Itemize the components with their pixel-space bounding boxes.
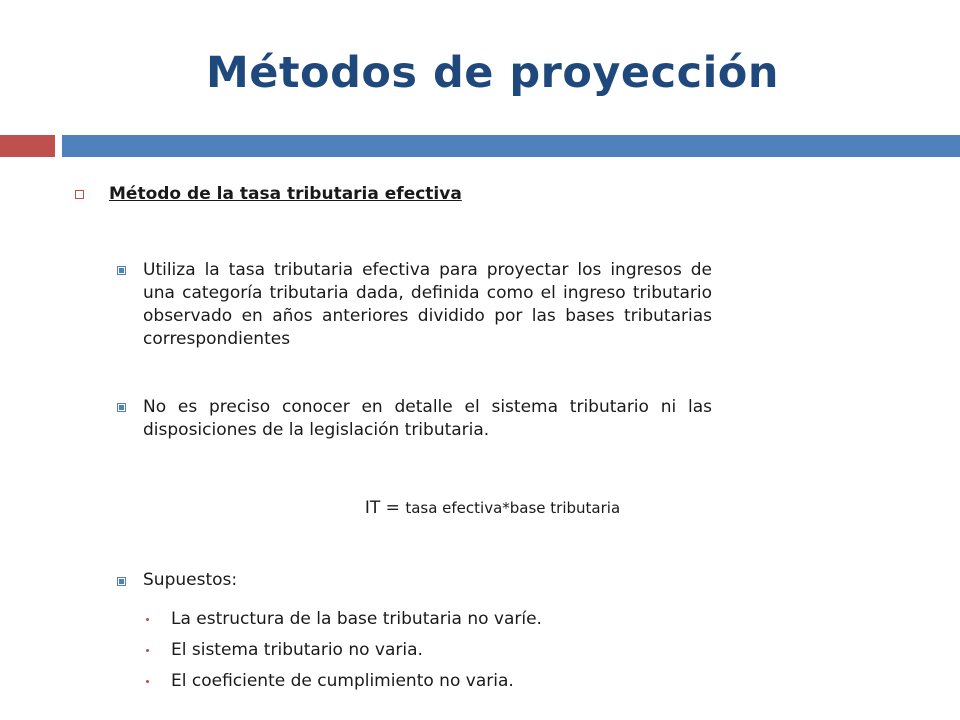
formula-rhs: tasa efectiva*base tributaria: [405, 499, 621, 517]
assumptions-list: [146, 608, 542, 701]
square-bullet-icon: [117, 403, 126, 412]
slide-title: Métodos de proyección: [206, 48, 779, 98]
dot-bullet-icon: [146, 680, 149, 683]
list-item: [146, 608, 542, 639]
dot-bullet-icon: [146, 618, 149, 621]
square-bullet-icon: [75, 190, 84, 199]
list-item-text: El sistema tributario no varia.: [171, 640, 423, 660]
bullet-text: Utiliza la tasa tributaria efectiva para proyectar los ingresos de una categoría tributaria dada, definida como el ingreso tributario observado en años anteriores dividido por las bases tributarias correspondientes: [143, 260, 712, 349]
assumptions-heading: [117, 570, 237, 590]
bullet-paragraph-2: [117, 396, 712, 442]
dot-bullet-icon: [146, 649, 149, 652]
list-item-text: La estructura de la base tributaria no varíe.: [171, 609, 542, 629]
list-item: [146, 670, 542, 701]
square-bullet-icon: [117, 577, 126, 586]
bullet-paragraph-1: [117, 259, 712, 351]
square-bullet-icon: [117, 266, 126, 275]
list-item-text: El coeficiente de cumplimiento no varia.: [171, 671, 514, 691]
formula-lhs: IT =: [364, 498, 406, 518]
bullet-text: No es preciso conocer en detalle el sistema tributario ni las disposiciones de la legislación tributaria.: [143, 397, 712, 440]
section-heading: [75, 184, 462, 204]
formula: [0, 498, 960, 518]
section-heading-text: Método de la tasa tributaria efectiva: [109, 184, 462, 204]
assumptions-label: Supuestos:: [143, 570, 238, 590]
accent-bar-blue: [62, 135, 960, 157]
accent-bar-red: [0, 135, 55, 157]
list-item: [146, 639, 542, 670]
